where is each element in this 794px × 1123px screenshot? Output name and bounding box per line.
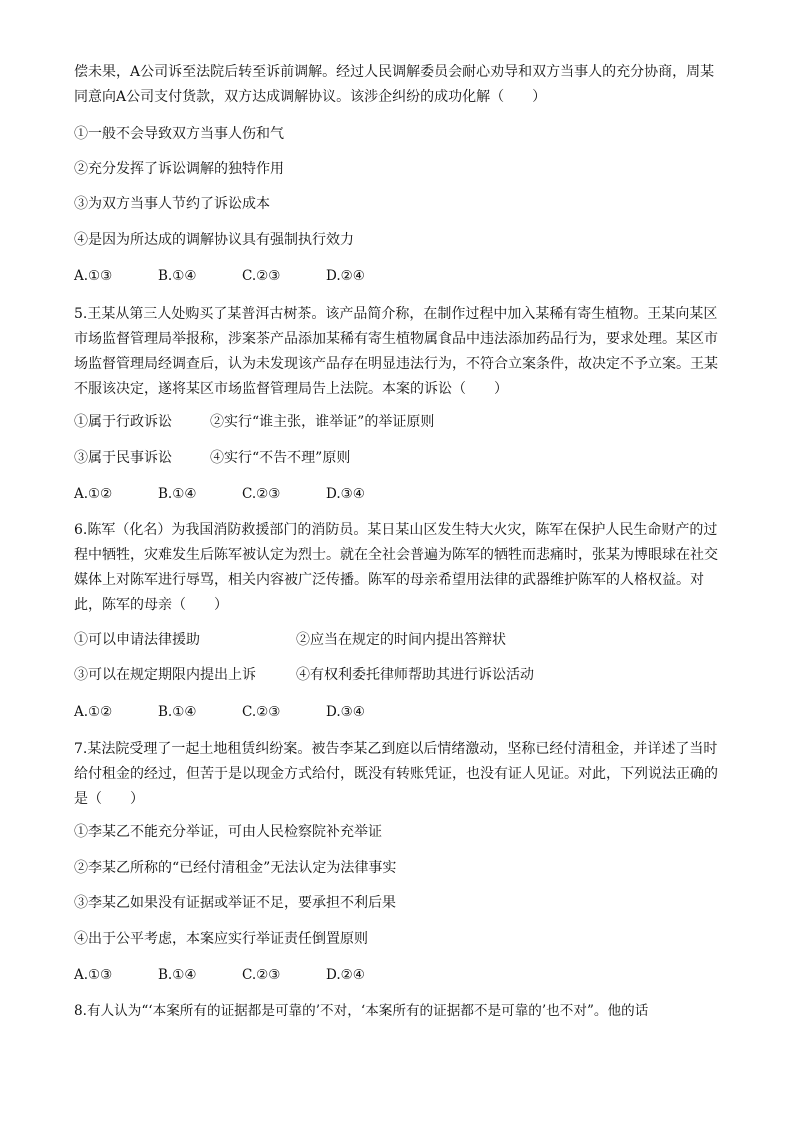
q7-option-3: ③李某乙如果没有证据或举证不足，要承担不利后果: [74, 895, 396, 911]
q4-answer-b: B.①④: [158, 268, 197, 284]
q6-answer-c: C.②③: [242, 704, 281, 720]
q6-answer-b: B.①④: [158, 704, 197, 720]
q5-answer-choices: [74, 484, 365, 504]
q4-answer-choices: [74, 266, 365, 286]
q5-option-1: ①属于行政诉讼: [74, 414, 172, 430]
q6-answer-d: D.③④: [326, 704, 365, 720]
q4-option-1: ①一般不会导致双方当事人伤和气: [74, 126, 284, 142]
q6-answer-choices: [74, 702, 365, 722]
q7-option-2: ②李某乙所称的“已经付清租金”无法认定为法律事实: [74, 860, 397, 876]
q5-answer-a: A.①②: [74, 486, 113, 502]
q4-answer-a: A.①③: [74, 268, 113, 284]
q5-answer-c: C.②③: [242, 486, 281, 502]
q6-stem: 6.陈军（化名）为我国消防救援部门的消防员。某日某山区发生特大火灾，陈军在保护人民生命财产的过程中牺牲，灾难发生后陈军被认定为烈士。就在全社会普遍为陈军的牺牲而悲痛时，张某为博眼球在社交媒体上对陈军进行辱骂，相关内容被广泛传播。陈军的母亲希望用法律的武器维护陈军的人格权益。对此，陈军的母亲（ ）: [74, 522, 718, 613]
q7-answer-d: D.②④: [326, 967, 365, 983]
q5-option-3: ③属于民事诉讼: [74, 450, 172, 466]
q6-option-2: ②应当在规定的时间内提出答辩状: [296, 632, 506, 648]
q6-option-1: ①可以申请法律援助: [74, 632, 200, 648]
q7-answer-choices: [74, 965, 365, 985]
q5-option-4: ④实行“不告不理”原则: [210, 450, 351, 466]
q5-answer-d: D.③④: [326, 486, 365, 502]
q4-option-2: ②充分发挥了诉讼调解的独特作用: [74, 161, 284, 177]
q7-answer-b: B.①④: [158, 967, 197, 983]
q8-stem: 8.有人认为“‘本案所有的证据都是可靠的’不对，‘本案所有的证据都不是可靠的’也不对”。他的话: [74, 1003, 649, 1019]
q4-answer-c: C.②③: [242, 268, 281, 284]
q5-stem: 5.王某从第三人处购买了某普洱古树茶。该产品简介称，在制作过程中加入某稀有寄生植物。王某向某区市场监督管理局举报称，涉案茶产品添加某稀有寄生植物属食品中违法添加药品行为，要求处理。某区市场监督管理局经调查后，认为未发现该产品存在明显违法行为，不符合立案条件，故决定不予立案。王某不服该决定，遂将某区市场监督管理局告上法院。本案的诉讼（ ）: [74, 306, 718, 397]
q7-answer-a: A.①③: [74, 967, 113, 983]
q7-stem: 7.某法院受理了一起土地租赁纠纷案。被告李某乙到庭以后情绪激动，坚称已经付清租金，并详述了当时给付租金的经过，但苦于是以现金方式给付，既没有转账凭证，也没有证人见证。对此，下列说法正确的是（ ）: [74, 741, 718, 807]
q4-option-3: ③为双方当事人节约了诉讼成本: [74, 196, 270, 212]
q7-option-1: ①李某乙不能充分举证，可由人民检察院补充举证: [74, 824, 382, 840]
q5-answer-b: B.①④: [158, 486, 197, 502]
q4-stem: 偿未果，A公司诉至法院后转至诉前调解。经过人民调解委员会耐心劝导和双方当事人的充分协商，周某同意向A公司支付货款，双方达成调解协议。该涉企纠纷的成功化解（ ）: [74, 64, 715, 105]
q6-answer-a: A.①②: [74, 704, 113, 720]
q6-option-4: ④有权利委托律师帮助其进行诉讼活动: [296, 667, 534, 683]
q7-option-4: ④出于公平考虑，本案应实行举证责任倒置原则: [74, 931, 368, 947]
q4-option-4: ④是因为所达成的调解协议具有强制执行效力: [74, 232, 354, 248]
q6-option-3: ③可以在规定期限内提出上诉: [74, 667, 256, 683]
q7-answer-c: C.②③: [242, 967, 281, 983]
q4-answer-d: D.②④: [326, 268, 365, 284]
q5-option-2: ②实行“谁主张，谁举证”的举证原则: [210, 414, 435, 430]
